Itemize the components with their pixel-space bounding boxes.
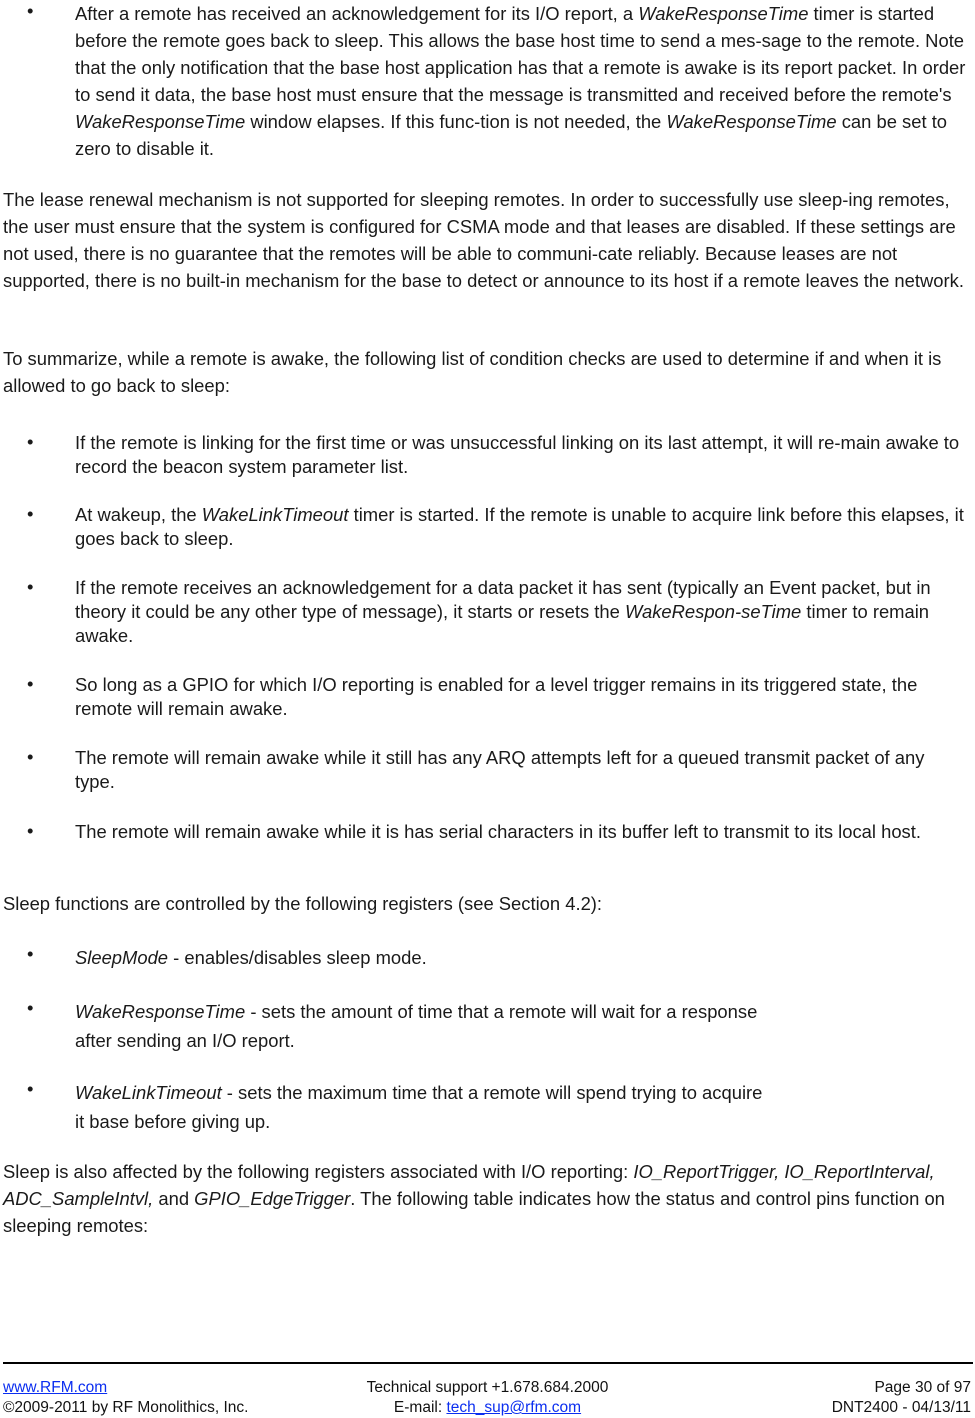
- bullet-icon: •: [27, 576, 34, 597]
- condition-text: The remote will remain awake while it is has serial characters in its buffer left to transmit to its local host.: [75, 821, 921, 842]
- condition-text: The remote will remain awake while it still has any ARQ attempts left for a queued transmit packet of any type.: [75, 747, 925, 792]
- register-text: SleepMode - enables/disables sleep mode.: [75, 947, 427, 968]
- footer-page-number: Page 30 of 97: [874, 1379, 971, 1396]
- register-text: WakeResponseTime - sets the amount of time that a remote will wait for a response after sending an I/O report.: [75, 1001, 758, 1051]
- footer-website[interactable]: www.RFM.com: [3, 1379, 108, 1396]
- bullet-icon: •: [27, 673, 34, 694]
- footer-divider: [3, 1362, 973, 1364]
- footer-doc-id: DNT2400 - 04/13/11: [831, 1399, 971, 1416]
- bullet-icon: •: [27, 1078, 34, 1099]
- bullet-icon: •: [27, 943, 34, 964]
- bullet-icon: •: [27, 431, 34, 452]
- condition-text: If the remote is linking for the first time or was unsuccessful linking on its last attempt, it will re-main awake to record the beacon system parameter list.: [75, 432, 960, 477]
- register-name: SleepMode: [75, 947, 169, 968]
- condition-text: So long as a GPIO for which I/O reporting is enabled for a level trigger remains in its triggered state, the remote will remain awake.: [75, 674, 918, 719]
- registers-paragraph: Sleep functions are controlled by the following registers (see Section 4.2):: [3, 893, 603, 914]
- register-name: WakeLinkTimeout: [75, 1082, 222, 1103]
- condition-text: If the remote receives an acknowledgement for a data packet it has sent (typically an Event packet, but in theory it could be any other type of message), it starts or resets the WakeRespon-seTime timer to remain awake.: [75, 577, 931, 646]
- bullet-icon: •: [27, 746, 34, 767]
- footer-support: Technical support +1.678.684.2000: [366, 1379, 609, 1396]
- bullet-icon: •: [27, 0, 34, 21]
- summary-paragraph: To summarize, while a remote is awake, the following list of condition checks are used to determine if and when it is allowed to go back to sleep:: [3, 348, 942, 396]
- condition-text: At wakeup, the WakeLinkTimeout timer is started. If the remote is unable to acquire link before this elapses, it goes back to sleep.: [75, 504, 964, 549]
- lease-paragraph: The lease renewal mechanism is not supported for sleeping remotes. In order to successfully use sleep-ing remotes, the user must ensure that the system is configured for CSMA mode and that leases are disabled. If these settings are not used, there is no guarantee that the remotes will be able to communi-cate reliably. Because leases are not supported, there is no built-in mechanism for the base to detect or announce to its host if a remote leaves the network.: [3, 189, 964, 291]
- bullet-icon: •: [27, 997, 34, 1018]
- bullet-icon: •: [27, 503, 34, 524]
- register-name: WakeResponseTime: [75, 1001, 246, 1022]
- intro-bullet-text: After a remote has received an acknowledgement for its I/O report, a WakeResponseTime timer is started before the remote goes back to sleep. This allows the base host time to send a mes-sage to the remote. Note that the only notification that the base host application has that a remote is awake is its report packet. In order to send it data, the base host must ensure that the message is transmitted and received before the remote's WakeResponseTime window elapses. If this func-tion is not needed, the WakeResponseTime can be set to zero to disable it.: [75, 3, 966, 159]
- footer-email: E-mail: tech_sup@rfm.com: [393, 1399, 582, 1416]
- io-registers-paragraph: Sleep is also affected by the following registers associated with I/O reporting: IO_ReportTrigger, IO_ReportInterval, ADC_SampleIntvl, and GPIO_EdgeTrigger. The following table indicates how the status and control pins function on sleeping remotes:: [3, 1161, 945, 1236]
- bullet-icon: •: [27, 820, 34, 841]
- footer-copyright: ©2009-2011 by RF Monolithics, Inc.: [3, 1399, 249, 1416]
- register-text: WakeLinkTimeout - sets the maximum time that a remote will spend trying to acquire it base before giving up.: [75, 1082, 763, 1132]
- email-link[interactable]: tech_sup@rfm.com: [446, 1399, 582, 1416]
